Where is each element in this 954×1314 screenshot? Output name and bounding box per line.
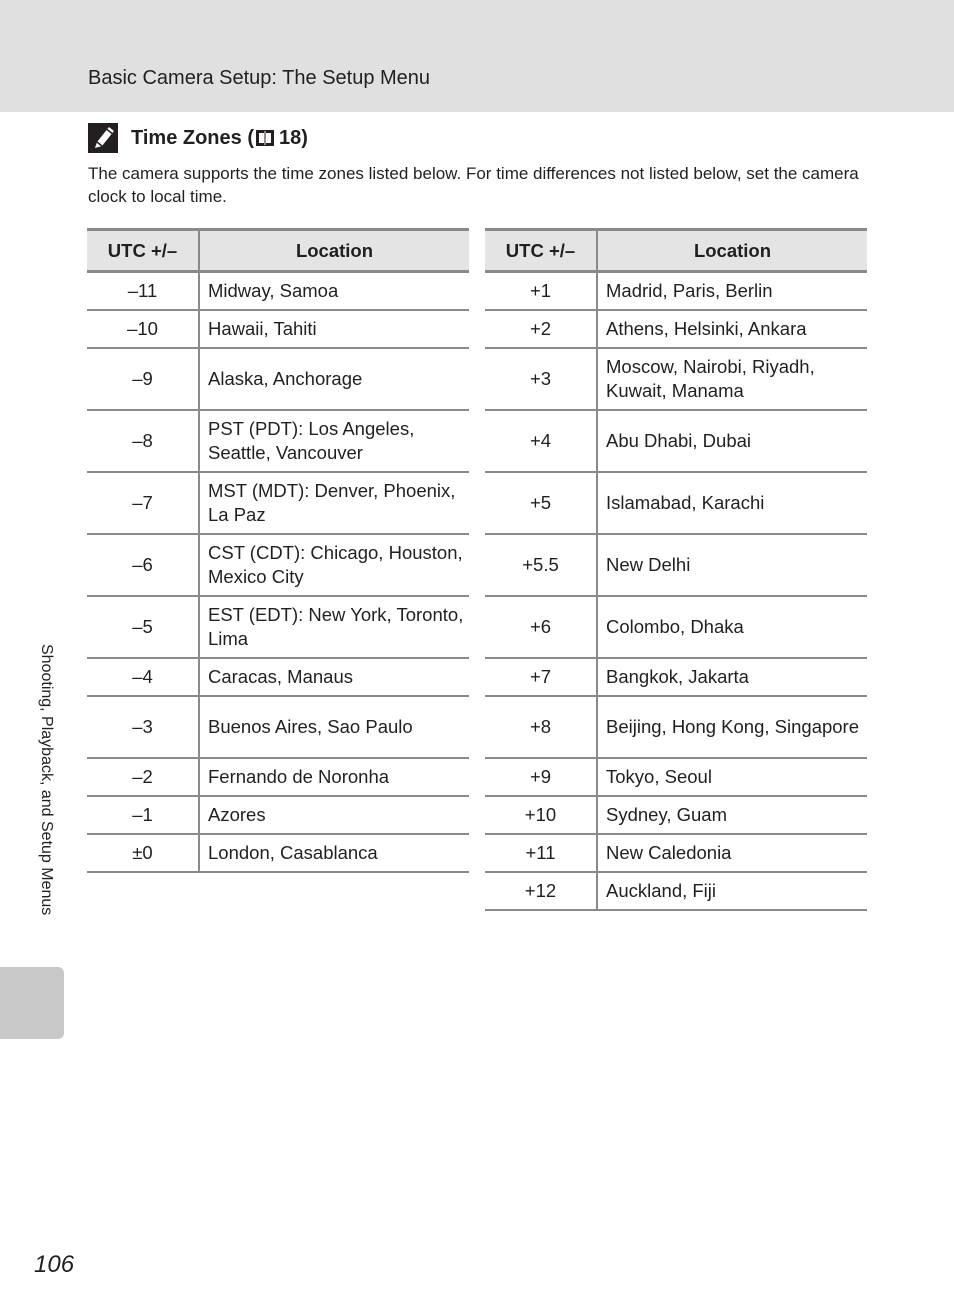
- location: Moscow, Nairobi, Riyadh, Kuwait, Manama: [597, 348, 867, 410]
- table-row: [485, 758, 867, 796]
- reference-page-icon: [255, 128, 275, 148]
- table-row: [87, 658, 469, 696]
- location-column-header: Location: [597, 230, 867, 272]
- utc-offset: –6: [87, 534, 199, 596]
- utc-offset: –2: [87, 758, 199, 796]
- utc-offset: +6: [485, 596, 597, 658]
- table-row: [87, 796, 469, 834]
- utc-offset: +4: [485, 410, 597, 472]
- section-title-text: Time Zones (: [131, 126, 254, 149]
- table-row: [87, 272, 469, 311]
- location: Colombo, Dhaka: [597, 596, 867, 658]
- side-section-label: Shooting, Playback, and Setup Menus: [38, 644, 55, 916]
- header-title: Basic Camera Setup: The Setup Menu: [88, 67, 431, 89]
- utc-offset: +2: [485, 310, 597, 348]
- location: Sydney, Guam: [597, 796, 867, 834]
- table-row: [87, 472, 469, 534]
- utc-offset: –10: [87, 310, 199, 348]
- location: PST (PDT): Los Angeles, Seattle, Vancouver: [199, 410, 469, 472]
- location: Buenos Aires, Sao Paulo: [199, 696, 469, 758]
- table-row: [485, 272, 867, 311]
- utc-offset: –9: [87, 348, 199, 410]
- table-row: [485, 834, 867, 872]
- utc-offset: –8: [87, 410, 199, 472]
- utc-offset: –3: [87, 696, 199, 758]
- location: Fernando de Noronha: [199, 758, 469, 796]
- table-row: [485, 872, 867, 910]
- utc-offset: –4: [87, 658, 199, 696]
- table-row: [87, 596, 469, 658]
- note-pencil-icon: [88, 123, 118, 153]
- utc-offset: +12: [485, 872, 597, 910]
- location-column-header: Location: [199, 230, 469, 272]
- utc-offset: +8: [485, 696, 597, 758]
- utc-offset: –5: [87, 596, 199, 658]
- section-heading: [88, 120, 308, 156]
- location: Beijing, Hong Kong, Singapore: [597, 696, 867, 758]
- utc-offset: +1: [485, 272, 597, 311]
- table-row: [87, 348, 469, 410]
- utc-offset: +9: [485, 758, 597, 796]
- utc-offset: +5.5: [485, 534, 597, 596]
- section-ref-page: 18): [279, 126, 308, 149]
- utc-offset: –7: [87, 472, 199, 534]
- table-row: [87, 758, 469, 796]
- location: CST (CDT): Chicago, Houston, Mexico City: [199, 534, 469, 596]
- table-row: [87, 310, 469, 348]
- intro-paragraph: The camera supports the time zones listed below. For time differences not listed below, set the camera clock to local time.: [88, 164, 859, 206]
- location: Auckland, Fiji: [597, 872, 867, 910]
- table-row: [485, 410, 867, 472]
- location: Azores: [199, 796, 469, 834]
- location: Tokyo, Seoul: [597, 758, 867, 796]
- table-row: [87, 834, 469, 872]
- utc-offset: –11: [87, 272, 199, 311]
- table-row: [485, 696, 867, 758]
- utc-offset: +11: [485, 834, 597, 872]
- location: EST (EDT): New York, Toronto, Lima: [199, 596, 469, 658]
- utc-column-header: UTC +/–: [485, 230, 597, 272]
- table-row: [485, 658, 867, 696]
- table-row: [485, 348, 867, 410]
- utc-offset: +3: [485, 348, 597, 410]
- utc-column-header: UTC +/–: [87, 230, 199, 272]
- location: Hawaii, Tahiti: [199, 310, 469, 348]
- location: Caracas, Manaus: [199, 658, 469, 696]
- section-title: [131, 127, 308, 150]
- table-row: [87, 696, 469, 758]
- page-number: 106: [34, 1251, 75, 1278]
- utc-offset: –1: [87, 796, 199, 834]
- time-zone-table-left: [87, 228, 469, 873]
- table-row: [87, 534, 469, 596]
- table-row: [485, 472, 867, 534]
- location: MST (MDT): Denver, Phoenix, La Paz: [199, 472, 469, 534]
- location: Islamabad, Karachi: [597, 472, 867, 534]
- utc-offset: ±0: [87, 834, 199, 872]
- table-row: [485, 310, 867, 348]
- table-row: [485, 796, 867, 834]
- utc-offset: +10: [485, 796, 597, 834]
- location: Madrid, Paris, Berlin: [597, 272, 867, 311]
- table-row: [485, 534, 867, 596]
- location: Abu Dhabi, Dubai: [597, 410, 867, 472]
- location: New Caledonia: [597, 834, 867, 872]
- location: Alaska, Anchorage: [199, 348, 469, 410]
- location: Midway, Samoa: [199, 272, 469, 311]
- location: New Delhi: [597, 534, 867, 596]
- location: London, Casablanca: [199, 834, 469, 872]
- header-band: [0, 0, 954, 112]
- location: Bangkok, Jakarta: [597, 658, 867, 696]
- utc-offset: +7: [485, 658, 597, 696]
- table-header-row: [485, 230, 867, 272]
- side-section-tab: [0, 967, 64, 1039]
- table-header-row: [87, 230, 469, 272]
- utc-offset: +5: [485, 472, 597, 534]
- location: Athens, Helsinki, Ankara: [597, 310, 867, 348]
- table-row: [87, 410, 469, 472]
- time-zone-table-right: [485, 228, 867, 911]
- table-row: [485, 596, 867, 658]
